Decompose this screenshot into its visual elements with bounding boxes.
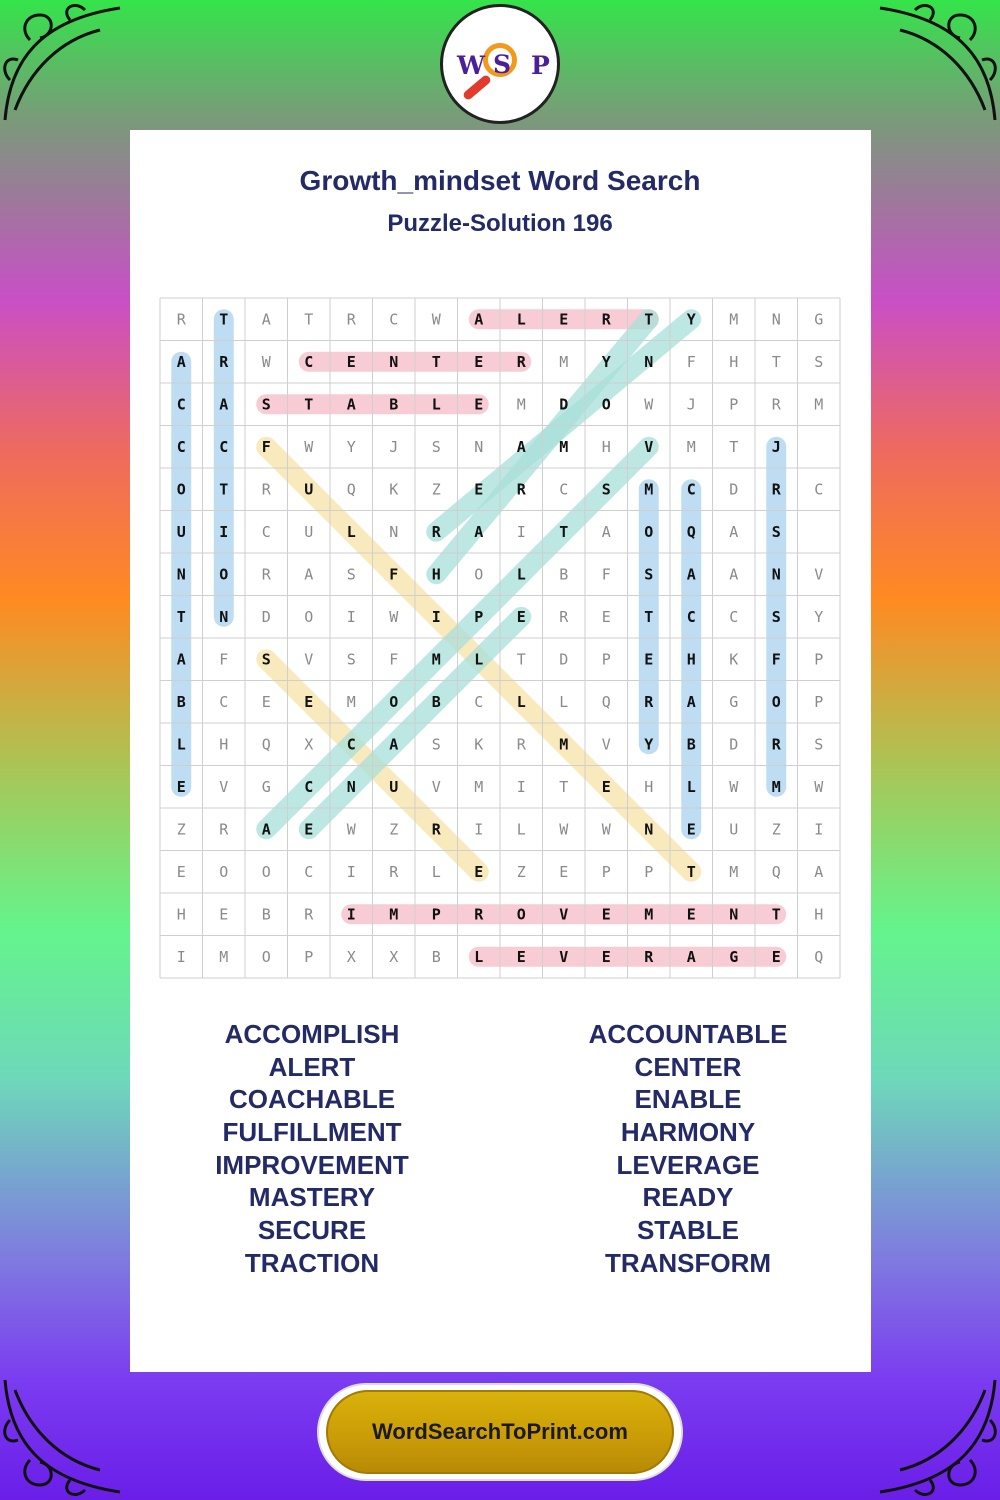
grid-cell-letter[interactable]: C bbox=[219, 692, 229, 711]
grid-cell-letter[interactable]: A bbox=[261, 310, 271, 329]
grid-cell-letter[interactable]: L bbox=[474, 947, 484, 966]
page-title: Growth_mindset Word Search bbox=[299, 165, 701, 196]
grid-cell-letter[interactable]: F bbox=[261, 437, 271, 456]
grid-cell-letter[interactable]: A bbox=[304, 565, 314, 584]
grid-cell-letter[interactable]: U bbox=[176, 522, 186, 541]
grid-cell-letter[interactable]: U bbox=[304, 522, 314, 541]
grid-cell-letter[interactable]: O bbox=[474, 565, 484, 584]
grid-cell-letter[interactable]: L bbox=[431, 395, 441, 414]
grid-cell-letter[interactable]: N bbox=[644, 352, 654, 371]
grid-cell-letter[interactable]: A bbox=[389, 735, 399, 754]
grid-cell-letter[interactable]: G bbox=[261, 777, 271, 796]
grid-cell-letter[interactable]: I bbox=[516, 522, 526, 541]
grid-cell-letter[interactable]: J bbox=[389, 437, 399, 456]
grid-cell-letter[interactable]: E bbox=[601, 905, 611, 924]
grid-cell-letter[interactable]: R bbox=[771, 735, 781, 754]
grid-cell-letter[interactable]: M bbox=[729, 310, 739, 329]
grid-cell-letter[interactable]: E bbox=[644, 650, 654, 669]
grid-cell-letter[interactable]: X bbox=[346, 947, 356, 966]
grid-cell-letter[interactable]: U bbox=[389, 777, 399, 796]
grid-cell-letter[interactable]: O bbox=[516, 905, 526, 924]
grid-cell-letter[interactable]: H bbox=[431, 565, 441, 584]
grid-cell-letter[interactable]: W bbox=[261, 352, 271, 371]
grid-cell-letter[interactable]: X bbox=[304, 735, 314, 754]
grid-cell-letter[interactable]: Z bbox=[516, 862, 526, 881]
grid-cell-letter[interactable]: E bbox=[601, 777, 611, 796]
grid-cell-letter[interactable]: A bbox=[686, 947, 696, 966]
grid-cell-letter[interactable]: H bbox=[686, 650, 696, 669]
grid-cell-letter[interactable]: H bbox=[729, 352, 739, 371]
grid-cell-letter[interactable]: F bbox=[771, 650, 781, 669]
grid-cell-letter[interactable]: I bbox=[346, 607, 356, 626]
grid-cell-letter[interactable]: O bbox=[771, 692, 781, 711]
grid-cell-letter[interactable]: P bbox=[304, 947, 314, 966]
grid-cell-letter[interactable]: X bbox=[389, 947, 399, 966]
grid-cell-letter[interactable]: E bbox=[474, 862, 484, 881]
grid-cell-letter[interactable]: B bbox=[176, 692, 186, 711]
grid-cell-letter[interactable]: A bbox=[601, 522, 611, 541]
grid-cell-letter[interactable]: W bbox=[559, 820, 569, 839]
grid-cell-letter[interactable]: L bbox=[346, 522, 356, 541]
grid-cell-letter[interactable]: O bbox=[601, 395, 611, 414]
grid-cell-letter[interactable]: D bbox=[559, 650, 569, 669]
grid-cell-letter[interactable]: B bbox=[686, 735, 696, 754]
grid-cell-letter[interactable]: C bbox=[474, 692, 484, 711]
grid-cell-letter[interactable]: E bbox=[516, 947, 526, 966]
grid-cell-letter[interactable]: S bbox=[261, 650, 271, 669]
grid-cell-letter[interactable]: P bbox=[601, 650, 611, 669]
grid-cell-letter[interactable]: C bbox=[686, 480, 696, 499]
word-item: CENTER bbox=[634, 1051, 742, 1082]
grid-cell-letter[interactable]: R bbox=[516, 352, 526, 371]
grid-cell-letter[interactable]: M bbox=[559, 352, 569, 371]
grid-cell-letter[interactable]: P bbox=[814, 692, 824, 711]
grid-cell-letter[interactable]: E bbox=[346, 352, 356, 371]
grid-cell-letter[interactable]: R bbox=[771, 480, 781, 499]
grid-cell-letter[interactable]: V bbox=[644, 437, 654, 456]
grid-cell-letter[interactable]: J bbox=[686, 395, 696, 414]
grid-cell-letter[interactable]: E bbox=[686, 905, 696, 924]
grid-cell-letter[interactable]: L bbox=[516, 565, 526, 584]
word-item: ENABLE bbox=[634, 1084, 742, 1115]
grid-cell-letter[interactable]: E bbox=[219, 905, 229, 924]
grid-cell-letter[interactable]: S bbox=[431, 735, 441, 754]
grid-cell-letter[interactable]: V bbox=[559, 905, 569, 924]
grid-cell-letter[interactable]: R bbox=[431, 820, 441, 839]
grid-cell-letter[interactable]: W bbox=[304, 437, 314, 456]
grid-cell-letter[interactable]: H bbox=[176, 905, 186, 924]
grid-cell-letter[interactable]: M bbox=[474, 777, 484, 796]
grid-cell-letter[interactable]: O bbox=[304, 607, 314, 626]
grid-cell-letter[interactable]: T bbox=[771, 352, 781, 371]
grid-cell-letter[interactable]: C bbox=[814, 480, 824, 499]
grid-cell-letter[interactable]: L bbox=[686, 777, 696, 796]
grid-cell-letter[interactable]: W bbox=[729, 777, 739, 796]
grid-cell-letter[interactable]: R bbox=[644, 947, 654, 966]
grid-cell-letter[interactable]: A bbox=[686, 565, 696, 584]
grid-cell-letter[interactable]: B bbox=[261, 905, 271, 924]
grid-cell-letter[interactable]: R bbox=[304, 905, 314, 924]
grid-cell-letter[interactable]: N bbox=[771, 310, 781, 329]
grid-cell-letter[interactable]: R bbox=[219, 352, 229, 371]
grid-cell-letter[interactable]: Z bbox=[431, 480, 441, 499]
grid-cell-letter[interactable]: E bbox=[516, 607, 526, 626]
grid-cell-letter[interactable]: R bbox=[261, 565, 271, 584]
grid-cell-letter[interactable]: E bbox=[261, 692, 271, 711]
grid-cell-letter[interactable]: A bbox=[516, 437, 526, 456]
grid-cell-letter[interactable]: P bbox=[601, 862, 611, 881]
grid-cell-letter[interactable]: R bbox=[346, 310, 356, 329]
grid-cell-letter[interactable]: V bbox=[814, 565, 824, 584]
grid-cell-letter[interactable]: I bbox=[431, 607, 441, 626]
grid-cell-letter[interactable]: A bbox=[814, 862, 824, 881]
word-item: LEVERAGE bbox=[616, 1149, 760, 1180]
grid-cell-letter[interactable]: N bbox=[346, 777, 356, 796]
grid-cell-letter[interactable]: K bbox=[389, 480, 399, 499]
grid-cell-letter[interactable]: N bbox=[729, 905, 739, 924]
grid-cell-letter[interactable]: T bbox=[219, 310, 229, 329]
grid-cell-letter[interactable]: M bbox=[559, 735, 569, 754]
grid-cell-letter[interactable]: E bbox=[474, 480, 484, 499]
grid-cell-letter[interactable]: W bbox=[644, 395, 654, 414]
grid-cell-letter[interactable]: E bbox=[474, 395, 484, 414]
grid-cell-letter[interactable]: N bbox=[176, 565, 186, 584]
grid-cell-letter[interactable]: Q bbox=[261, 735, 271, 754]
grid-cell-letter[interactable]: S bbox=[814, 735, 824, 754]
grid-cell-letter[interactable]: R bbox=[559, 607, 569, 626]
grid-cell-letter[interactable]: R bbox=[601, 310, 611, 329]
word-item: READY bbox=[642, 1182, 734, 1213]
grid-cell-letter[interactable]: M bbox=[516, 395, 526, 414]
grid-cell-letter[interactable]: B bbox=[431, 947, 441, 966]
grid-cell-letter[interactable]: C bbox=[219, 437, 229, 456]
grid-cell-letter[interactable]: T bbox=[219, 480, 229, 499]
grid-cell-letter[interactable]: T bbox=[559, 777, 569, 796]
grid-cell-letter[interactable]: Y bbox=[644, 735, 654, 754]
grid-cell-letter[interactable]: R bbox=[474, 905, 484, 924]
grid-cell-letter[interactable]: I bbox=[346, 862, 356, 881]
grid-cell-letter[interactable]: I bbox=[219, 522, 229, 541]
grid-cell-letter[interactable]: A bbox=[176, 650, 186, 669]
grid-cell-letter[interactable]: V bbox=[601, 735, 611, 754]
grid-cell-letter[interactable]: V bbox=[559, 947, 569, 966]
grid-cell-letter[interactable]: Q bbox=[346, 480, 356, 499]
grid-cell-letter[interactable]: E bbox=[559, 862, 569, 881]
grid-cell-letter[interactable]: P bbox=[644, 862, 654, 881]
grid-cell-letter[interactable]: M bbox=[346, 692, 356, 711]
grid-cell-letter[interactable]: E bbox=[304, 692, 314, 711]
grid-cell-letter[interactable]: F bbox=[686, 352, 696, 371]
word-item: SECURE bbox=[257, 1215, 367, 1246]
grid-cell-letter[interactable]: L bbox=[559, 692, 569, 711]
grid-cell-letter[interactable]: T bbox=[559, 522, 569, 541]
grid-cell-letter[interactable]: I bbox=[474, 820, 484, 839]
grid-cell-letter[interactable]: W bbox=[601, 820, 611, 839]
grid-cell-letter[interactable]: M bbox=[389, 905, 399, 924]
grid-cell-letter[interactable]: E bbox=[601, 947, 611, 966]
grid-cell-letter[interactable]: Q bbox=[771, 862, 781, 881]
corner-ornament-bottom-right bbox=[870, 1370, 1000, 1500]
grid-cell-letter[interactable]: C bbox=[346, 735, 356, 754]
grid-cell-letter[interactable]: P bbox=[814, 650, 824, 669]
grid-cell-letter[interactable]: E bbox=[601, 607, 611, 626]
grid-cell-letter[interactable]: D bbox=[261, 607, 271, 626]
grid-cell-letter[interactable]: R bbox=[431, 522, 441, 541]
grid-cell-letter[interactable]: R bbox=[389, 862, 399, 881]
grid-cell-letter[interactable]: A bbox=[346, 395, 356, 414]
grid-cell-letter[interactable]: M bbox=[644, 905, 654, 924]
grid-cell-letter[interactable]: O bbox=[261, 862, 271, 881]
grid-cell-letter[interactable]: G bbox=[814, 310, 824, 329]
grid-cell-letter[interactable]: L bbox=[431, 862, 441, 881]
grid-cell-letter[interactable]: Y bbox=[346, 437, 356, 456]
grid-cell-letter[interactable]: L bbox=[176, 735, 186, 754]
grid-cell-letter[interactable]: S bbox=[771, 607, 781, 626]
grid-cell-letter[interactable]: N bbox=[389, 522, 399, 541]
grid-cell-letter[interactable]: D bbox=[729, 480, 739, 499]
grid-cell-letter[interactable]: I bbox=[346, 905, 356, 924]
grid-cell-letter[interactable]: A bbox=[219, 395, 229, 414]
word-item: MASTERY bbox=[248, 1182, 376, 1213]
grid-cell-letter[interactable]: S bbox=[346, 565, 356, 584]
grid-cell-letter[interactable]: T bbox=[516, 650, 526, 669]
grid-cell-letter[interactable]: E bbox=[304, 820, 314, 839]
grid-cell-letter[interactable]: T bbox=[686, 862, 696, 881]
grid-cell-letter[interactable]: V bbox=[431, 777, 441, 796]
grid-cell-letter[interactable]: S bbox=[814, 352, 824, 371]
grid-cell-letter[interactable]: O bbox=[261, 947, 271, 966]
grid-cell-letter[interactable]: O bbox=[219, 565, 229, 584]
word-item: ACCOMPLISH bbox=[224, 1019, 400, 1049]
grid-cell-letter[interactable]: E bbox=[686, 820, 696, 839]
grid-cell-letter[interactable]: U bbox=[729, 820, 739, 839]
grid-cell-letter[interactable]: A bbox=[474, 310, 484, 329]
grid-cell-letter[interactable]: T bbox=[644, 607, 654, 626]
grid-cell-letter[interactable]: S bbox=[261, 395, 271, 414]
grid-cell-letter[interactable]: M bbox=[771, 777, 781, 796]
grid-cell-letter[interactable]: M bbox=[431, 650, 441, 669]
grid-cell-letter[interactable]: O bbox=[219, 862, 229, 881]
grid-cell-letter[interactable]: R bbox=[516, 735, 526, 754]
grid-cell-letter[interactable]: B bbox=[559, 565, 569, 584]
corner-ornament-bottom-left bbox=[0, 1370, 130, 1500]
grid-cell-letter[interactable]: T bbox=[304, 310, 314, 329]
grid-cell-letter[interactable]: F bbox=[389, 565, 399, 584]
grid-cell-letter[interactable]: O bbox=[389, 692, 399, 711]
grid-cell-letter[interactable]: M bbox=[729, 862, 739, 881]
grid-cell-letter[interactable]: N bbox=[474, 437, 484, 456]
grid-cell-letter[interactable]: M bbox=[559, 437, 569, 456]
grid-cell-letter[interactable]: H bbox=[601, 437, 611, 456]
grid-cell-letter[interactable]: E bbox=[176, 777, 186, 796]
logo-letter-p: P bbox=[531, 51, 550, 80]
grid-cell-letter[interactable]: M bbox=[814, 395, 824, 414]
grid-cell-letter[interactable]: A bbox=[729, 522, 739, 541]
grid-cell-letter[interactable]: P bbox=[431, 905, 441, 924]
grid-cell-letter[interactable]: H bbox=[814, 905, 824, 924]
grid-cell-letter[interactable]: G bbox=[729, 947, 739, 966]
word-item: IMPROVEMENT bbox=[215, 1149, 409, 1180]
grid-cell-letter[interactable]: I bbox=[176, 947, 186, 966]
grid-cell-letter[interactable]: L bbox=[516, 820, 526, 839]
grid-cell-letter[interactable]: T bbox=[431, 352, 441, 371]
grid-cell-letter[interactable]: R bbox=[176, 310, 186, 329]
grid-cell-letter[interactable]: B bbox=[389, 395, 399, 414]
grid-cell-letter[interactable]: D bbox=[729, 735, 739, 754]
grid-cell-letter[interactable]: R bbox=[219, 820, 229, 839]
grid-cell-letter[interactable]: C bbox=[176, 437, 186, 456]
grid-cell-letter[interactable]: L bbox=[516, 692, 526, 711]
grid-cell-letter[interactable]: C bbox=[304, 777, 314, 796]
page-subtitle: Puzzle-Solution 196 bbox=[387, 210, 613, 237]
grid-cell-letter[interactable]: Y bbox=[601, 352, 611, 371]
grid-cell-letter[interactable]: L bbox=[516, 310, 526, 329]
grid-cell-letter[interactable]: M bbox=[219, 947, 229, 966]
grid-cell-letter[interactable]: R bbox=[771, 395, 781, 414]
grid-cell-letter[interactable]: C bbox=[389, 310, 399, 329]
word-list-right bbox=[523, 1018, 853, 1280]
grid-cell-letter[interactable]: Z bbox=[771, 820, 781, 839]
grid-cell-letter[interactable]: R bbox=[261, 480, 271, 499]
grid-cell-letter[interactable]: A bbox=[474, 522, 484, 541]
grid-cell-letter[interactable]: P bbox=[474, 607, 484, 626]
grid-cell-letter[interactable]: C bbox=[304, 352, 314, 371]
grid-cell-letter[interactable]: O bbox=[644, 522, 654, 541]
grid-cell-letter[interactable]: H bbox=[219, 735, 229, 754]
word-item: COACHABLE bbox=[228, 1084, 396, 1115]
grid-cell-letter[interactable]: A bbox=[729, 565, 739, 584]
grid-cell-letter[interactable]: V bbox=[219, 777, 229, 796]
grid-cell-letter[interactable]: Q bbox=[686, 522, 696, 541]
grid-cell-letter[interactable]: E bbox=[559, 310, 569, 329]
grid-cell-letter[interactable]: W bbox=[346, 820, 356, 839]
grid-cell-letter[interactable]: C bbox=[261, 522, 271, 541]
grid-cell-letter[interactable]: V bbox=[304, 650, 314, 669]
logo-letter-s: S bbox=[493, 50, 512, 79]
grid-cell-letter[interactable]: Y bbox=[814, 607, 824, 626]
grid-cell-letter[interactable]: W bbox=[431, 310, 441, 329]
grid-cell-letter[interactable]: E bbox=[771, 947, 781, 966]
grid-cell-letter[interactable]: S bbox=[771, 522, 781, 541]
grid-cell-letter[interactable]: K bbox=[729, 650, 739, 669]
grid-cell-letter[interactable]: C bbox=[304, 862, 314, 881]
grid-cell-letter[interactable]: B bbox=[431, 692, 441, 711]
grid-cell-letter[interactable]: C bbox=[176, 395, 186, 414]
grid-cell-letter[interactable]: O bbox=[176, 480, 186, 499]
grid-cell-letter[interactable]: N bbox=[771, 565, 781, 584]
grid-cell-letter[interactable]: M bbox=[686, 437, 696, 456]
grid-cell-letter[interactable]: L bbox=[474, 650, 484, 669]
grid-cell-letter[interactable]: S bbox=[644, 565, 654, 584]
word-item: TRANSFORM bbox=[604, 1247, 772, 1278]
grid-cell-letter[interactable]: C bbox=[559, 480, 569, 499]
grid-cell-letter[interactable]: A bbox=[686, 692, 696, 711]
grid-cell-letter[interactable]: U bbox=[304, 480, 314, 499]
grid-cell-letter[interactable]: Y bbox=[686, 310, 696, 329]
grid-cell-letter[interactable]: A bbox=[176, 352, 186, 371]
grid-cell-letter[interactable]: S bbox=[346, 650, 356, 669]
grid-cell-letter[interactable]: K bbox=[474, 735, 484, 754]
grid-cell-letter[interactable]: J bbox=[771, 437, 781, 456]
grid-cell-letter[interactable]: T bbox=[771, 905, 781, 924]
grid-cell-letter[interactable]: W bbox=[389, 607, 399, 626]
logo-letter-w: W bbox=[457, 51, 486, 80]
grid-cell-letter[interactable]: R bbox=[644, 692, 654, 711]
grid-cell-letter[interactable]: Z bbox=[176, 820, 186, 839]
grid-cell-letter[interactable]: E bbox=[176, 862, 186, 881]
word-item: FULFILLMENT bbox=[222, 1117, 402, 1148]
grid-cell-letter[interactable]: C bbox=[729, 607, 739, 626]
grid-cell-letter[interactable]: R bbox=[516, 480, 526, 499]
word-item: STABLE bbox=[636, 1215, 740, 1246]
grid-cell-letter[interactable]: I bbox=[516, 777, 526, 796]
word-item: HARMONY bbox=[620, 1117, 756, 1148]
grid-cell-letter[interactable]: C bbox=[686, 607, 696, 626]
grid-cell-letter[interactable]: W bbox=[814, 777, 824, 796]
grid-cell-letter[interactable]: N bbox=[389, 352, 399, 371]
grid-cell-letter[interactable]: F bbox=[601, 565, 611, 584]
word-item: TRACTION bbox=[244, 1247, 380, 1278]
grid-cell-letter[interactable]: I bbox=[814, 820, 824, 839]
grid-cell-letter[interactable]: Z bbox=[389, 820, 399, 839]
word-item: ACCOUNTABLE bbox=[588, 1019, 788, 1049]
grid-cell-letter[interactable]: T bbox=[729, 437, 739, 456]
word-list-left bbox=[147, 1018, 477, 1280]
grid-cell-letter[interactable]: N bbox=[219, 607, 229, 626]
grid-cell-letter[interactable]: F bbox=[389, 650, 399, 669]
grid-cell-letter[interactable]: H bbox=[644, 777, 654, 796]
grid-cell-letter[interactable]: Q bbox=[601, 692, 611, 711]
grid-cell-letter[interactable]: S bbox=[601, 480, 611, 499]
grid-cell-letter[interactable]: P bbox=[729, 395, 739, 414]
grid-cell-letter[interactable]: D bbox=[559, 395, 569, 414]
grid-cell-letter[interactable]: N bbox=[644, 820, 654, 839]
grid-cell-letter[interactable]: T bbox=[644, 310, 654, 329]
grid-cell-letter[interactable]: T bbox=[304, 395, 314, 414]
grid-cell-letter[interactable]: G bbox=[729, 692, 739, 711]
grid-cell-letter[interactable]: T bbox=[176, 607, 186, 626]
word-item: ALERT bbox=[268, 1051, 356, 1082]
grid-cell-letter[interactable]: S bbox=[431, 437, 441, 456]
grid-cell-letter[interactable]: Q bbox=[814, 947, 824, 966]
grid-cell-letter[interactable]: A bbox=[261, 820, 271, 839]
grid-cell-letter[interactable]: M bbox=[644, 480, 654, 499]
grid-cell-letter[interactable]: F bbox=[219, 650, 229, 669]
site-link-button[interactable]: WordSearchToPrint.com bbox=[326, 1390, 674, 1474]
grid-cell-letter[interactable]: E bbox=[474, 352, 484, 371]
